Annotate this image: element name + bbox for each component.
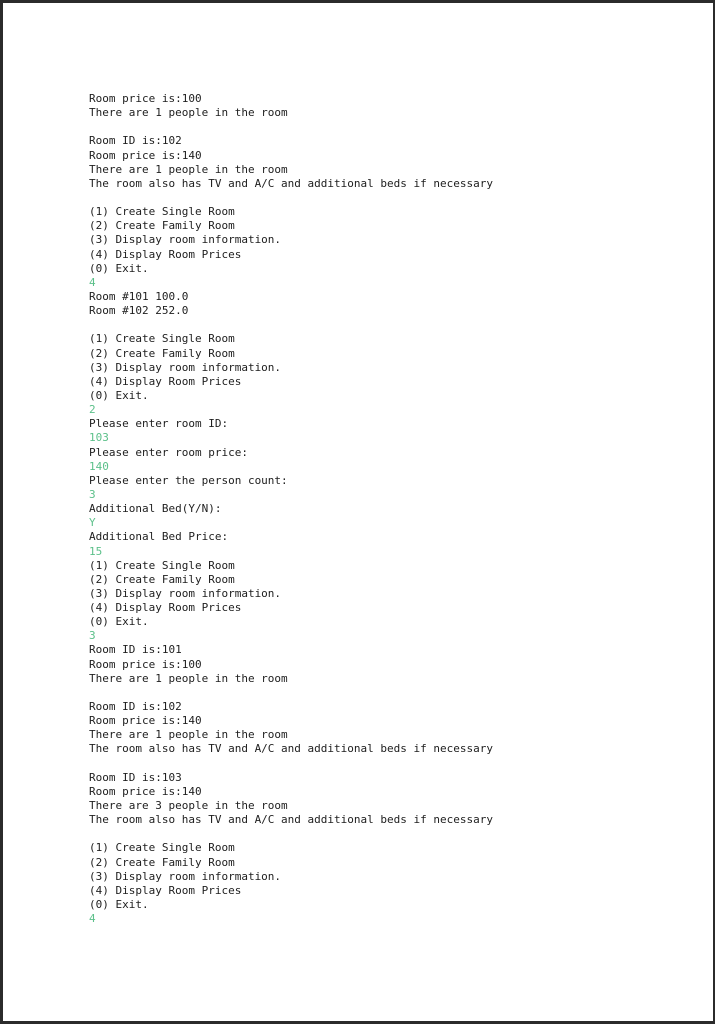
console-blank-line bbox=[89, 120, 689, 134]
console-output-line: (1) Create Single Room bbox=[89, 332, 235, 346]
console-output-line: There are 1 people in the room bbox=[89, 671, 288, 685]
console-output-line: (0) Exit. bbox=[89, 388, 149, 402]
console-output-line: Additional Bed Price: bbox=[89, 530, 229, 544]
console-output-line: There are 1 people in the room bbox=[89, 728, 288, 742]
console-blank-line bbox=[89, 827, 689, 841]
console-output-line: (0) Exit. bbox=[89, 898, 149, 912]
console-output-line: Room price is:140 bbox=[89, 784, 202, 798]
console-output-line: (2) Create Family Room bbox=[89, 855, 235, 869]
console-output-line: The room also has TV and A/C and additional beds if necessary bbox=[89, 176, 493, 190]
console-output-line: The room also has TV and A/C and additional beds if necessary bbox=[89, 742, 493, 756]
console-output-line: There are 1 people in the room bbox=[89, 162, 288, 176]
console-output-line: The room also has TV and A/C and additional beds if necessary bbox=[89, 813, 493, 827]
console-input-line: 4 bbox=[89, 275, 96, 289]
console-input-line: 140 bbox=[89, 459, 109, 473]
console-output-line: (1) Create Single Room bbox=[89, 205, 235, 219]
console-output-line: There are 3 people in the room bbox=[89, 799, 288, 813]
console-output-line: Room ID is:101 bbox=[89, 643, 182, 657]
console-output-line: (2) Create Family Room bbox=[89, 219, 235, 233]
console-output-line: (4) Display Room Prices bbox=[89, 601, 242, 615]
console-output-line: (0) Exit. bbox=[89, 615, 149, 629]
console-output bbox=[89, 92, 689, 926]
console-output-line: Please enter room ID: bbox=[89, 417, 229, 431]
console-input-line: 103 bbox=[89, 431, 109, 445]
console-input-line: Y bbox=[89, 516, 96, 530]
console-output-line: Room price is:100 bbox=[89, 92, 202, 105]
console-output-line: (4) Display Room Prices bbox=[89, 374, 242, 388]
console-output-line: Room ID is:102 bbox=[89, 134, 182, 148]
console-output-line: (3) Display room information. bbox=[89, 233, 282, 247]
console-blank-line bbox=[89, 686, 689, 700]
console-input-line: 3 bbox=[89, 487, 96, 501]
console-output-line: Room #102 252.0 bbox=[89, 304, 189, 318]
console-output-line: There are 1 people in the room bbox=[89, 106, 288, 120]
console-output-line: Room ID is:102 bbox=[89, 700, 182, 714]
console-output-line: Room price is:140 bbox=[89, 148, 202, 162]
console-output-line: Room price is:100 bbox=[89, 657, 202, 671]
console-output-line: Room ID is:103 bbox=[89, 770, 182, 784]
console-output-line: (2) Create Family Room bbox=[89, 572, 235, 586]
console-blank-line bbox=[89, 318, 689, 332]
console-input-line: 2 bbox=[89, 403, 96, 417]
console-output-line: (3) Display room information. bbox=[89, 586, 282, 600]
console-output-line: (4) Display Room Prices bbox=[89, 247, 242, 261]
console-input-line: 3 bbox=[89, 629, 96, 643]
console-output-line: (1) Create Single Room bbox=[89, 558, 235, 572]
console-blank-line bbox=[89, 191, 689, 205]
console-input-line: 4 bbox=[89, 912, 96, 926]
console-output-line: (4) Display Room Prices bbox=[89, 883, 242, 897]
console-output-line: (2) Create Family Room bbox=[89, 346, 235, 360]
console-output-line: (0) Exit. bbox=[89, 261, 149, 275]
console-output-line: Please enter the person count: bbox=[89, 473, 288, 487]
console-output-line: Additional Bed(Y/N): bbox=[89, 502, 222, 516]
document-page bbox=[3, 3, 713, 1021]
console-output-line: Room #101 100.0 bbox=[89, 289, 189, 303]
console-output-line: (3) Display room information. bbox=[89, 360, 282, 374]
console-output-line: (3) Display room information. bbox=[89, 869, 282, 883]
console-blank-line bbox=[89, 757, 689, 771]
console-output-line: Please enter room price: bbox=[89, 445, 248, 459]
console-output-line: (1) Create Single Room bbox=[89, 841, 235, 855]
console-input-line: 15 bbox=[89, 544, 103, 558]
console-output-line: Room price is:140 bbox=[89, 714, 202, 728]
